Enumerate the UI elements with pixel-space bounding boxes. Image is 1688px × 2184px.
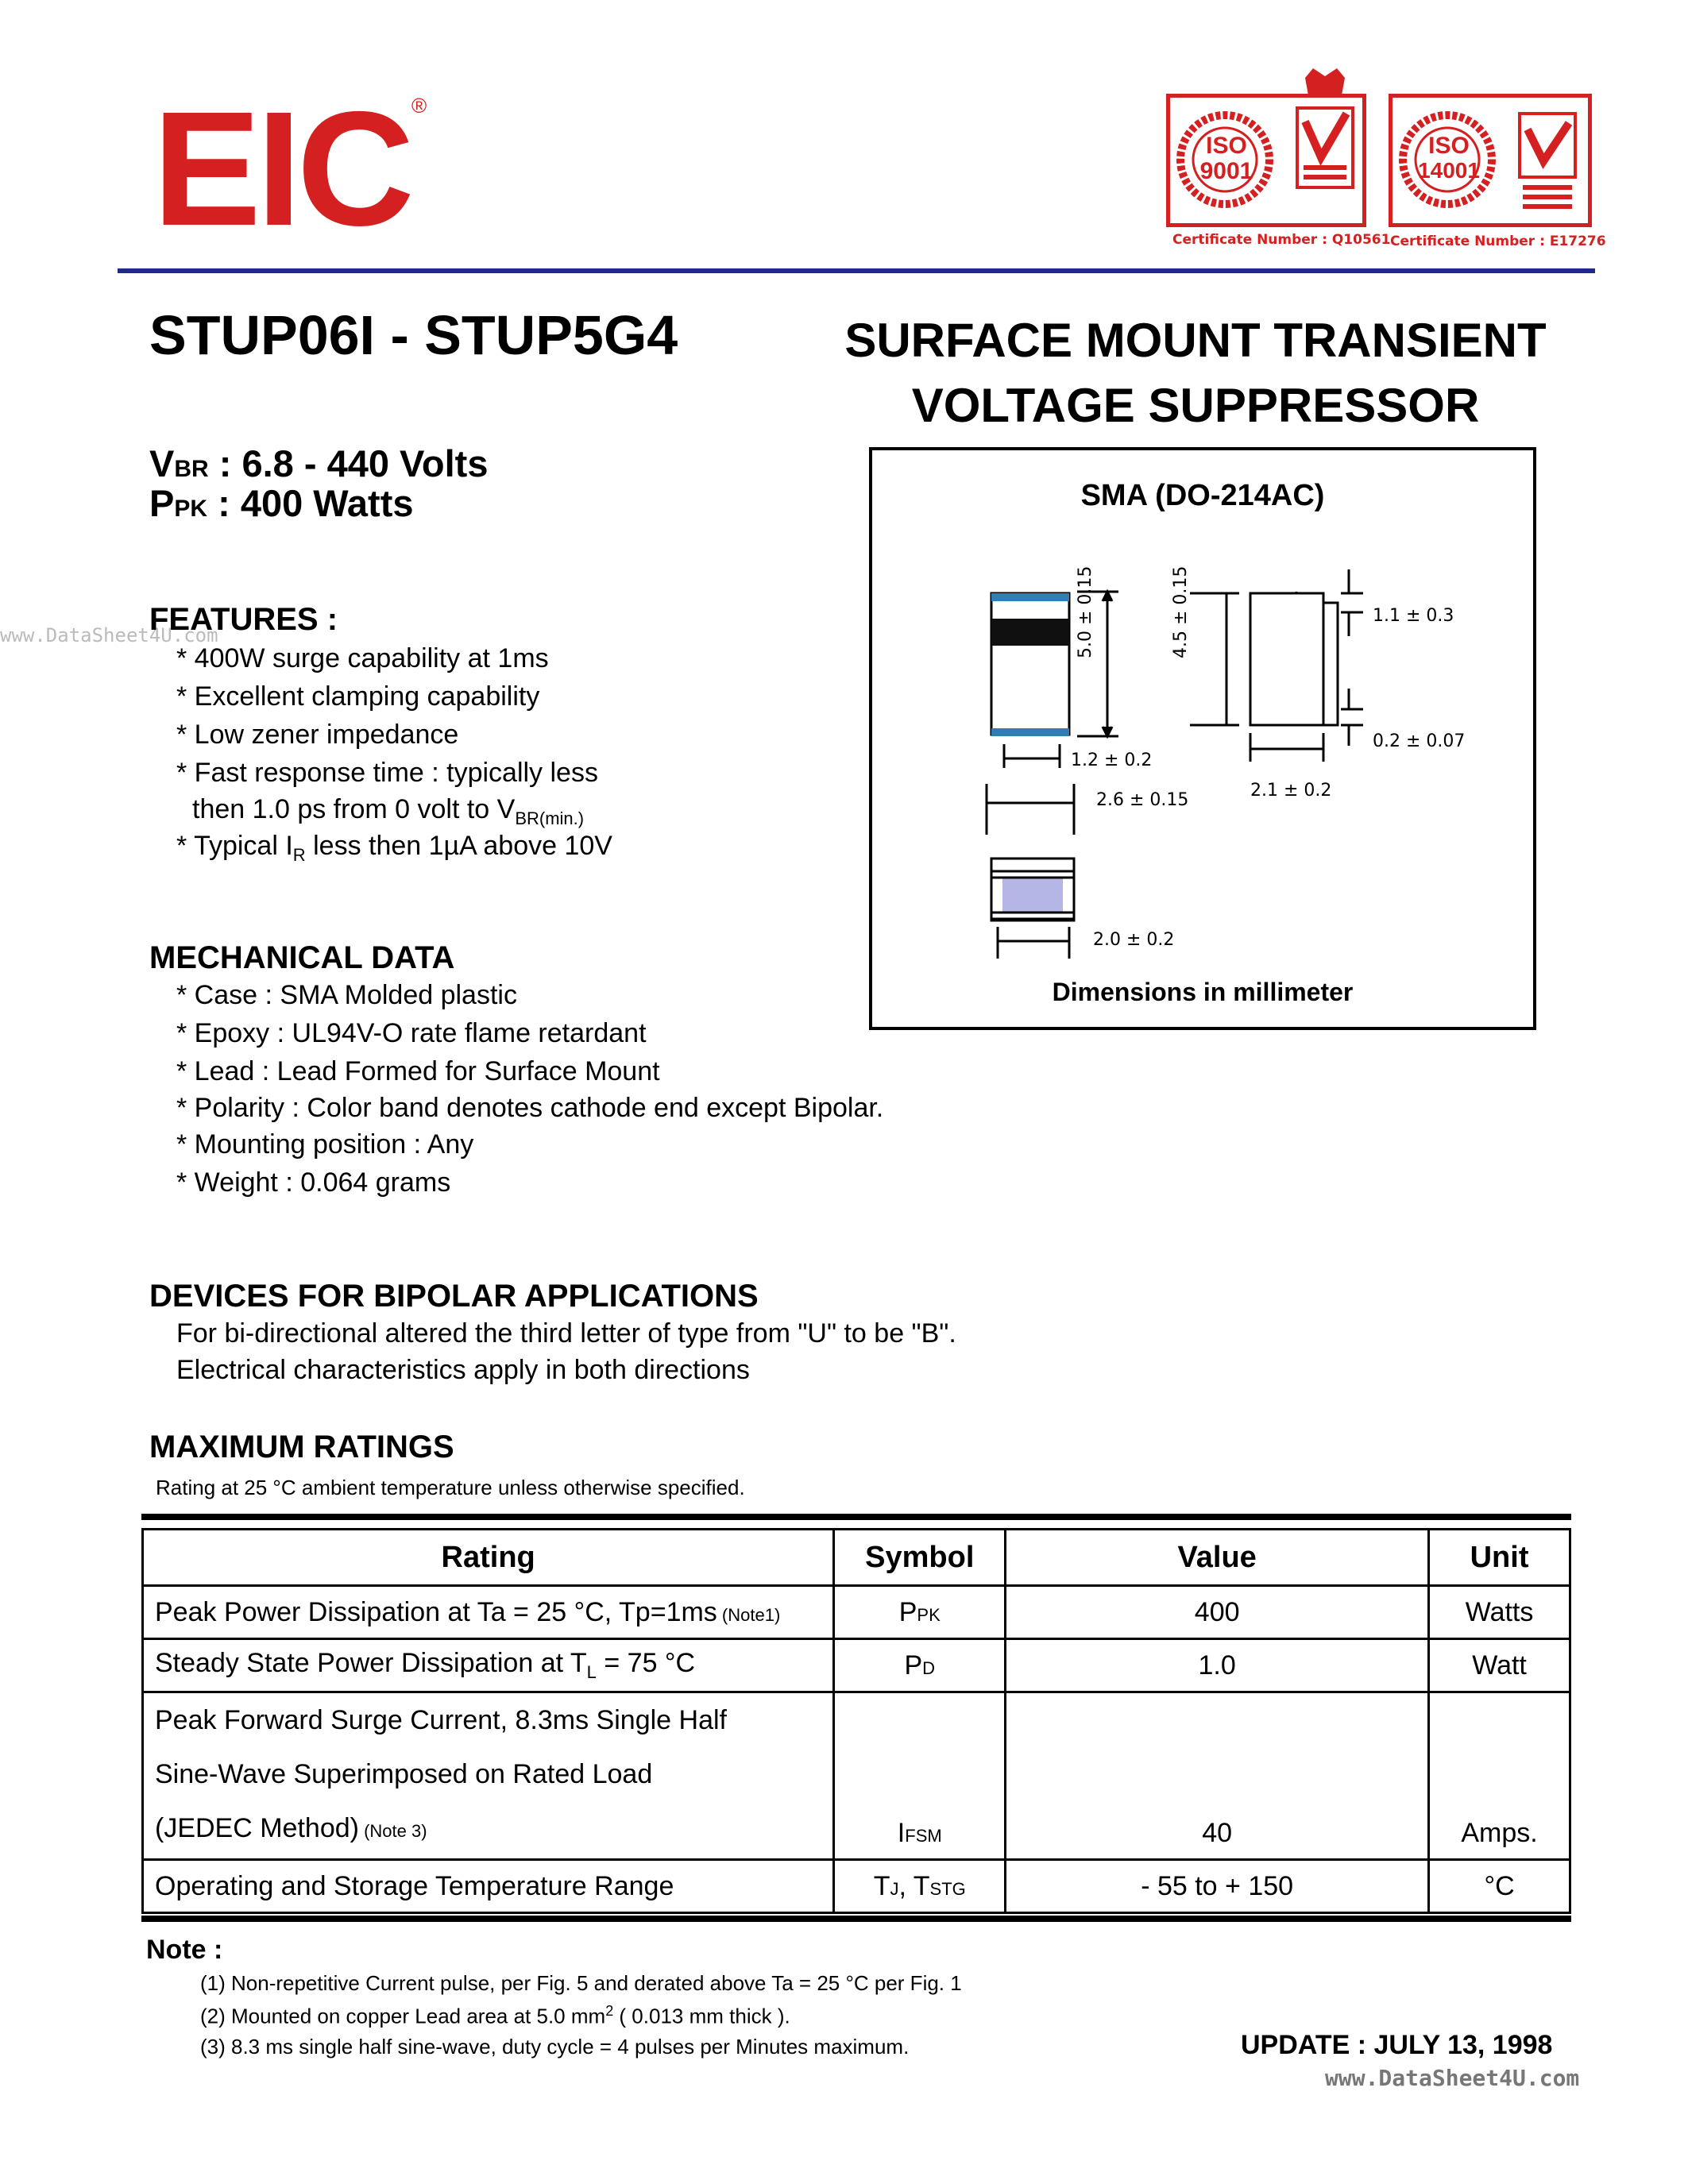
rating-text: Peak Forward Surge Current, 8.3ms Single Half bbox=[155, 1705, 727, 1735]
cell-value: - 55 to + 150 bbox=[1006, 1860, 1429, 1913]
spec-value: : 400 Watts bbox=[207, 482, 414, 524]
spec-value: : 6.8 - 440 Volts bbox=[208, 442, 489, 484]
feature-sub: R bbox=[292, 844, 306, 865]
cell-unit: Watts bbox=[1429, 1586, 1570, 1639]
cert-number-2: Certificate Number : E17276 bbox=[1390, 233, 1606, 249]
side-view bbox=[1190, 569, 1363, 762]
mechanical-item: * Weight : 0.064 grams bbox=[176, 1167, 451, 1198]
table-row bbox=[143, 1860, 1570, 1913]
symbol: T bbox=[873, 1870, 890, 1901]
symbol-sub: D bbox=[922, 1657, 936, 1678]
col-symbol: Symbol bbox=[834, 1530, 1006, 1586]
symbol-sub: J bbox=[890, 1878, 899, 1899]
table-top-rule bbox=[141, 1514, 1571, 1520]
registered-mark: ® bbox=[411, 94, 427, 118]
ratings-heading: MAXIMUM RATINGS bbox=[149, 1430, 454, 1464]
note-item: (1) Non-repetitive Current pulse, per Fig. 5 and derated above Ta = 25 °C per Fig. 1 bbox=[200, 1971, 962, 1995]
bipolar-heading: DEVICES FOR BIPOLAR APPLICATIONS bbox=[149, 1279, 759, 1314]
page-subtitle-line1: SURFACE MOUNT TRANSIENT bbox=[844, 314, 1547, 367]
table-header-row bbox=[143, 1530, 1570, 1586]
feature-sub: BR(min.) bbox=[515, 808, 585, 828]
col-value: Value bbox=[1006, 1530, 1429, 1586]
dim-body-length: 5.0 ± 0.15 bbox=[1076, 565, 1095, 658]
symbol: P bbox=[898, 1596, 917, 1627]
spec-vbr bbox=[149, 442, 488, 485]
bipolar-line: Electrical characteristics apply in both directions bbox=[176, 1355, 750, 1385]
table-row bbox=[143, 1639, 1570, 1692]
cell-symbol bbox=[834, 1860, 1006, 1913]
cert-iso-number: 9001 bbox=[1199, 158, 1253, 184]
ratings-table bbox=[141, 1528, 1571, 1914]
rating-note: (Note 3) bbox=[358, 1821, 427, 1841]
notes-heading: Note : bbox=[146, 1935, 223, 1965]
col-unit: Unit bbox=[1429, 1530, 1570, 1586]
dim-end-width: 2.0 ± 0.2 bbox=[1093, 930, 1175, 950]
feature-text: less then 1µA above 10V bbox=[305, 831, 612, 861]
note-text: ( 0.013 mm thick ). bbox=[613, 2004, 790, 2028]
cell-rating: Operating and Storage Temperature Range bbox=[143, 1860, 834, 1913]
header-rule bbox=[118, 268, 1595, 273]
cert-iso-number: 14001 bbox=[1418, 158, 1480, 183]
dim-lead-thickness: 0.2 ± 0.07 bbox=[1373, 731, 1466, 751]
cell-unit: Watt bbox=[1429, 1639, 1570, 1692]
table-row bbox=[143, 1586, 1570, 1639]
mechanical-item: * Epoxy : UL94V-O rate flame retardant bbox=[176, 1018, 647, 1048]
table-bottom-rule bbox=[141, 1916, 1571, 1922]
iso-9001-badge bbox=[1166, 94, 1366, 227]
rating-sub: L bbox=[586, 1661, 597, 1682]
spec-symbol-sub: PK bbox=[174, 496, 208, 522]
package-footer: Dimensions in millimeter bbox=[1052, 978, 1354, 1006]
dim-side-width: 2.1 ± 0.2 bbox=[1250, 781, 1332, 801]
cert-number-1: Certificate Number : Q10561 bbox=[1172, 232, 1391, 248]
mechanical-item: * Polarity : Color band denotes cathode end except Bipolar. bbox=[176, 1093, 884, 1123]
note-item: (3) 8.3 ms single half sine-wave, duty cycle = 4 pulses per Minutes maximum. bbox=[200, 2035, 910, 2059]
mechanical-item: * Case : SMA Molded plastic bbox=[176, 980, 517, 1010]
cell-unit: °C bbox=[1429, 1860, 1570, 1913]
dim-pad-width: 1.2 ± 0.2 bbox=[1071, 751, 1153, 770]
crown-tick-icon bbox=[1289, 62, 1361, 221]
note-sup: 2 bbox=[605, 2003, 614, 2019]
rating-note: (Note1) bbox=[717, 1604, 781, 1625]
symbol-sub: PK bbox=[917, 1604, 941, 1625]
rating-text: Steady State Power Dissipation at T bbox=[155, 1648, 587, 1679]
cell-value: 400 bbox=[1006, 1586, 1429, 1639]
spec-symbol: P bbox=[149, 482, 175, 524]
feature-item bbox=[176, 831, 612, 866]
symbol: , T bbox=[898, 1870, 930, 1901]
symbol: P bbox=[904, 1650, 923, 1680]
cell-value: 40 bbox=[1006, 1692, 1429, 1860]
rating-text: Peak Power Dissipation at Ta = 25 °C, Tp=1ms bbox=[155, 1596, 717, 1627]
cell-rating bbox=[143, 1586, 834, 1639]
table-row bbox=[143, 1692, 1570, 1860]
col-rating: Rating bbox=[143, 1530, 834, 1586]
cell-symbol bbox=[834, 1692, 1006, 1860]
cert-iso-label: ISO bbox=[1428, 133, 1470, 159]
iso-14001-badge bbox=[1389, 94, 1592, 227]
cell-rating bbox=[143, 1639, 834, 1692]
cell-unit: Amps. bbox=[1429, 1692, 1570, 1860]
bipolar-line: For bi-directional altered the third letter of type from "U" to be "B". bbox=[176, 1318, 956, 1349]
dim-side-height: 4.5 ± 0.15 bbox=[1171, 565, 1191, 658]
end-view bbox=[991, 859, 1074, 959]
symbol: I bbox=[897, 1818, 906, 1848]
spec-symbol: V bbox=[149, 442, 175, 484]
mechanical-item: * Lead : Lead Formed for Surface Mount bbox=[176, 1056, 660, 1086]
ukas-tick-icon bbox=[1513, 106, 1585, 225]
update-date: UPDATE : JULY 13, 1998 bbox=[1241, 2030, 1553, 2060]
feature-text: * Typical I bbox=[176, 831, 293, 861]
features-heading: FEATURES : bbox=[149, 602, 338, 637]
cell-symbol bbox=[834, 1586, 1006, 1639]
ratings-note: Rating at 25 °C ambient temperature unless otherwise specified. bbox=[156, 1476, 745, 1499]
package-title: SMA (DO-214AC) bbox=[1080, 479, 1325, 512]
mechanical-item: * Mounting position : Any bbox=[176, 1129, 474, 1160]
dim-body-width: 2.6 ± 0.15 bbox=[1096, 790, 1189, 810]
feature-item: * Excellent clamping capability bbox=[176, 681, 540, 712]
feature-item: * 400W surge capability at 1ms bbox=[176, 643, 549, 673]
watermark-bottom: www.DataSheet4U.com bbox=[1325, 2065, 1580, 2091]
feature-text: then 1.0 ps from 0 volt to V bbox=[192, 794, 516, 824]
page-title: STUP06I - STUP5G4 bbox=[149, 304, 678, 366]
spec-ppk bbox=[149, 481, 414, 525]
symbol-sub: FSM bbox=[905, 1826, 942, 1846]
feature-item: * Fast response time : typically less bbox=[176, 758, 598, 788]
rating-text: = 75 °C bbox=[596, 1648, 696, 1679]
symbol-sub: STG bbox=[929, 1878, 966, 1899]
cell-rating bbox=[143, 1692, 834, 1860]
mechanical-heading: MECHANICAL DATA bbox=[149, 940, 455, 975]
package-diagram bbox=[869, 447, 1536, 1030]
spec-symbol-sub: BR bbox=[174, 456, 209, 482]
note-text: (2) Mounted on copper Lead area at 5.0 mm bbox=[200, 2004, 606, 2028]
watermark-left: www.DataSheet4U.com bbox=[0, 624, 218, 646]
cell-symbol bbox=[834, 1639, 1006, 1692]
dim-lead-top: 1.1 ± 0.3 bbox=[1373, 606, 1454, 626]
cert-iso-label: ISO bbox=[1206, 133, 1247, 159]
page-subtitle-line2: VOLTAGE SUPPRESSOR bbox=[911, 379, 1480, 432]
feature-item: * Low zener impedance bbox=[176, 720, 459, 750]
rating-text: (JEDEC Method) bbox=[155, 1813, 359, 1843]
note-item bbox=[200, 2003, 790, 2029]
eic-logo: EIC bbox=[153, 78, 410, 260]
cell-value: 1.0 bbox=[1006, 1639, 1429, 1692]
rating-text: Sine-Wave Superimposed on Rated Load bbox=[155, 1759, 653, 1789]
feature-item bbox=[192, 794, 584, 829]
